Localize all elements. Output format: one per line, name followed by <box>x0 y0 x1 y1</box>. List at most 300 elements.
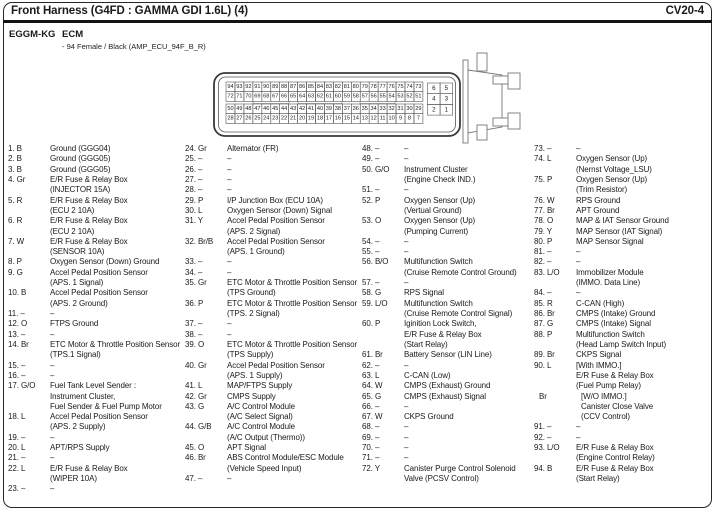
pin-number: 60 <box>334 93 341 100</box>
pin-number: 44 <box>281 105 288 112</box>
pin-number: 18 <box>316 115 324 122</box>
pin-entry <box>534 443 712 464</box>
pin-description: Accel Pedal Position Sensor (APS. 2 Ground) <box>50 288 148 308</box>
pin-number: 9 <box>398 115 403 122</box>
pin-description: CMPS (Exhaust) Ground <box>404 381 491 391</box>
pin-number: 48 <box>245 105 252 112</box>
pin-list-column-3 <box>362 144 532 484</box>
pin-and-wire-color: 73. – <box>534 144 552 153</box>
page-title: Front Harness (G4FD : GAMMA GDI 1.6L) (4) <box>11 5 248 17</box>
pin-entry <box>534 237 712 247</box>
pin-entry <box>8 361 183 371</box>
pin-and-wire-color: 91. – <box>534 422 552 432</box>
pin-entry <box>362 237 532 247</box>
pin-description: – <box>227 474 232 483</box>
pin-number: 53 <box>397 93 404 100</box>
pin-number: 39 <box>325 105 333 112</box>
pin-entry <box>534 319 712 329</box>
pin-and-wire-color: 5. R <box>8 195 23 205</box>
pin-and-wire-color: 15. – <box>8 360 26 370</box>
pin-description: ETC Motor & Throttle Position Sensor (TPS Ground) <box>227 278 358 298</box>
pin-and-wire-color: 71. – <box>362 453 380 463</box>
pin-number: 36 <box>352 105 359 112</box>
pin-number: 1 <box>444 106 449 114</box>
pin-description: – <box>404 360 409 370</box>
pin-number: 79 <box>361 83 368 90</box>
pin-number: 14 <box>352 115 359 122</box>
pin-number: 75 <box>397 83 404 90</box>
pin-and-wire-color: 31. Y <box>185 216 204 226</box>
pin-description: ETC Motor & Throttle Position Sensor (TPS Supply) <box>227 339 358 360</box>
pin-description: Battery Sensor (LIN Line) <box>404 350 492 360</box>
pin-entry <box>534 144 712 154</box>
pin-number: 2 <box>432 106 436 114</box>
pin-entry <box>8 257 183 267</box>
pin-number: 37 <box>343 105 350 112</box>
pin-entry <box>534 257 712 267</box>
pin-description: – <box>227 185 232 195</box>
pin-description: – <box>50 329 55 339</box>
pin-entry <box>362 350 532 360</box>
connector-side-view <box>463 53 520 143</box>
pin-number: 59 <box>343 93 350 100</box>
pin-and-wire-color: 80. P <box>534 236 553 246</box>
pin-and-wire-color: 48. – <box>362 144 380 153</box>
pin-description: Accel Pedal Position Sensor (APS. 1 Ground) <box>227 236 325 257</box>
pin-and-wire-color: 72. Y <box>362 463 381 473</box>
pin-description: – <box>404 278 409 288</box>
pin-entry <box>8 309 183 319</box>
pin-number: 49 <box>236 105 243 112</box>
pin-and-wire-color: 36. P <box>185 298 204 308</box>
pin-and-wire-color: 59. L/O <box>362 298 388 308</box>
pin-entry <box>185 278 360 299</box>
pin-description: Accel Pedal Position Sensor (APS. 1 Supply) <box>227 360 325 380</box>
pin-description: CMPS Supply <box>227 391 276 401</box>
pin-description: – <box>50 432 55 442</box>
pin-number: 93 <box>236 83 243 90</box>
pin-number: 30 <box>406 105 413 112</box>
pin-entry <box>362 412 532 422</box>
pin-description: Oxygen Sensor (Up) (Pumping Current) <box>404 216 476 236</box>
pin-entry <box>362 165 532 186</box>
connector-diagram <box>205 50 525 150</box>
pin-entry <box>362 299 532 320</box>
pin-entry <box>362 392 532 402</box>
pin-and-wire-color: 88. P <box>534 329 553 339</box>
pin-description: – <box>576 257 581 267</box>
pin-description: E/R Fuse & Relay Box (SENSOR 10A) <box>50 236 128 257</box>
pin-and-wire-color: 3. B <box>8 164 22 174</box>
pin-description: Immobilizer Module (IMMO. Data Line) <box>576 267 644 288</box>
pin-number: 65 <box>290 93 297 100</box>
pin-number: 45 <box>272 105 279 112</box>
pin-and-wire-color: 21. – <box>8 453 26 463</box>
pin-entry <box>8 268 183 289</box>
pin-number: 67 <box>272 93 279 100</box>
pin-and-wire-color: 28. – <box>185 185 203 195</box>
pin-and-wire-color: 2. B <box>8 154 22 164</box>
pin-and-wire-color: 22. L <box>8 463 26 473</box>
pin-and-wire-color: 7. W <box>8 236 25 246</box>
pin-description: Fuel Tank Level Sender : Instrument Cluster, Fuel Sender & Fuel Pump Motor <box>50 381 162 411</box>
pin-entry <box>8 464 183 485</box>
pin-entry <box>362 154 532 164</box>
pin-entry <box>185 257 360 267</box>
pin-and-wire-color: 41. L <box>185 381 203 391</box>
pin-description: – <box>227 174 232 184</box>
pin-and-wire-color: 17. G/O <box>8 381 36 391</box>
pin-number: 5 <box>444 84 449 92</box>
pin-and-wire-color: 26. – <box>185 164 203 174</box>
pin-number: 38 <box>334 105 341 112</box>
pin-and-wire-color: 89. Br <box>534 350 555 360</box>
pin-entry <box>185 237 360 258</box>
pin-description: I/P Junction Box (ECU 10A) <box>227 195 323 205</box>
pin-entry <box>185 392 360 402</box>
pin-and-wire-color: 50. G/O <box>362 164 390 174</box>
pin-description: – <box>404 453 409 463</box>
pin-number: 56 <box>370 93 377 100</box>
pin-entry <box>362 319 532 350</box>
pin-entry <box>362 433 532 443</box>
pin-description: Multifunction Switch (Cruise Remote Control Ground) <box>404 257 517 277</box>
pin-entry <box>8 196 183 217</box>
pin-description: – <box>227 329 232 339</box>
pin-number: 11 <box>379 115 386 122</box>
pin-description: Alternator (FR) <box>227 144 279 153</box>
pin-list-column-4 <box>534 144 712 484</box>
pin-number: 19 <box>307 115 315 122</box>
pin-description: – <box>404 401 409 411</box>
pin-description: E/R Fuse & Relay Box (WIPER 10A) <box>50 463 128 483</box>
pin-number: 92 <box>245 83 252 90</box>
pin-and-wire-color: 16. – <box>8 370 26 380</box>
pin-entry <box>362 185 532 195</box>
pin-description: ETC Motor & Throttle Position Sensor (TPS.1 Signal) <box>50 339 181 360</box>
pin-number: 66 <box>281 93 288 100</box>
pin-and-wire-color: 63. L <box>362 370 380 380</box>
pin-number: 90 <box>263 83 270 90</box>
pin-and-wire-color: 35. Gr <box>185 278 207 288</box>
pin-and-wire-color: 86. Br <box>534 309 555 318</box>
pin-description: – <box>404 185 409 195</box>
pin-entry <box>8 453 183 463</box>
pin-description: Accel Pedal Position Sensor (APS. 1 Signal) <box>50 267 148 288</box>
pin-description: – <box>227 154 232 164</box>
pin-description: E/R Fuse & Relay Box (Engine Control Relay) <box>576 443 655 463</box>
pin-and-wire-color: 32. Br/B <box>185 236 214 246</box>
pin-and-wire-color: 94. B <box>534 463 553 473</box>
pin-number: 13 <box>361 115 368 122</box>
pin-and-wire-color: 37. – <box>185 319 203 329</box>
pin-number: 17 <box>325 115 333 122</box>
pin-number: 81 <box>343 83 350 90</box>
pin-and-wire-color: 92. – <box>534 432 552 442</box>
pin-description: CKPS Signal <box>576 350 622 360</box>
pin-and-wire-color: 81. – <box>534 247 552 257</box>
pin-description: MAP Sensor Signal <box>576 236 644 246</box>
pin-entry <box>185 216 360 237</box>
pin-and-wire-color: 68. – <box>362 422 380 432</box>
pin-description: E/R Fuse & Relay Box (ECU 2 10A) <box>50 195 128 215</box>
pin-description: Canister Purge Control Solenoid Valve (PCSV Control) <box>404 463 516 483</box>
pin-number: 42 <box>298 105 306 112</box>
pin-entry <box>185 196 360 206</box>
pin-description: – <box>50 453 55 463</box>
pin-description: E/R Fuse & Relay Box (ECU 2 10A) <box>50 216 128 236</box>
pin-description: APT/RPS Supply <box>50 443 110 453</box>
pin-and-wire-color: 55. – <box>362 247 380 257</box>
pin-number: 16 <box>334 115 341 122</box>
pin-entry <box>534 206 712 216</box>
pin-entry <box>185 443 360 453</box>
pin-entry <box>185 206 360 216</box>
pin-description: – <box>227 257 232 267</box>
pin-and-wire-color: Br <box>539 391 547 401</box>
pin-entry <box>534 464 712 485</box>
pin-entry <box>185 268 360 278</box>
pin-description: – <box>404 236 409 246</box>
connector-id: EGGM-KG <box>9 29 56 40</box>
pin-description: CMPS (Exhaust) Signal <box>404 391 486 401</box>
pin-and-wire-color: 53. O <box>362 216 382 226</box>
pin-number: 41 <box>307 105 315 112</box>
pin-description: – <box>404 154 409 164</box>
pin-number: 76 <box>388 83 395 90</box>
pin-entry <box>8 319 183 329</box>
pin-and-wire-color: 83. L/O <box>534 267 560 277</box>
pin-and-wire-color: 77. Br <box>534 205 555 215</box>
pin-entry <box>362 196 532 217</box>
pin-and-wire-color: 47. – <box>185 474 203 483</box>
pin-and-wire-color: 69. – <box>362 432 380 442</box>
pin-and-wire-color: 18. L <box>8 412 26 422</box>
pin-entry <box>8 237 183 258</box>
pin-entry <box>8 144 183 154</box>
pin-number: 50 <box>227 105 234 112</box>
pin-number: 6 <box>432 84 436 92</box>
pin-description: Multifunction Switch (Cruise Remote Control Signal) <box>404 298 513 318</box>
pin-number: 12 <box>370 115 377 122</box>
pin-number: 22 <box>281 115 288 122</box>
pin-entry <box>185 474 360 484</box>
pin-description: E/R Fuse & Relay Box (INJECTOR 15A) <box>50 174 128 195</box>
pin-description: – <box>227 267 232 277</box>
pin-entry <box>362 464 532 485</box>
pin-number: 46 <box>263 105 270 112</box>
pin-number: 52 <box>406 93 413 100</box>
pin-description: – <box>404 422 409 432</box>
pin-entry <box>362 371 532 381</box>
pin-number: 51 <box>415 93 422 100</box>
pin-description: Oxygen Sensor (Down) Signal <box>227 205 332 215</box>
pin-entry <box>8 330 183 340</box>
pin-entry <box>534 299 712 309</box>
pin-description: Ground (GGG05) <box>50 154 111 164</box>
pin-and-wire-color: 64. W <box>362 381 383 391</box>
pin-entry <box>8 371 183 381</box>
pin-and-wire-color: 60. P <box>362 319 381 329</box>
pin-list-column-2 <box>185 144 360 484</box>
pin-entry <box>534 247 712 257</box>
pin-and-wire-color: 82. – <box>534 257 552 267</box>
pin-description: RPS Ground <box>576 195 621 205</box>
pin-description: FTPS Ground <box>50 319 99 329</box>
pin-description: – <box>404 247 409 257</box>
pin-entry <box>534 154 712 175</box>
pin-description: – <box>576 144 581 153</box>
pin-number: 64 <box>298 93 306 100</box>
pin-and-wire-color: 19. – <box>8 432 26 442</box>
pin-number: 86 <box>298 83 306 90</box>
pin-and-wire-color: 66. – <box>362 401 380 411</box>
pin-entry <box>185 453 360 474</box>
pin-entry <box>8 288 183 309</box>
pin-entry <box>8 433 183 443</box>
pin-description: Accel Pedal Position Sensor (APS. 2 Signal) <box>227 216 325 236</box>
pin-description: Iginition Lock Switch, E/R Fuse & Relay Box (Start Relay) <box>404 319 482 349</box>
pin-entry <box>534 227 712 237</box>
pin-entry <box>8 412 183 433</box>
pin-entry <box>8 165 183 175</box>
pin-entry <box>534 288 712 298</box>
pin-number: 15 <box>343 115 350 122</box>
pin-entry <box>185 340 360 361</box>
pin-number: 7 <box>416 115 420 122</box>
pin-and-wire-color: 61. Br <box>362 350 383 360</box>
pin-and-wire-color: 58. G <box>362 288 382 298</box>
pin-number: 23 <box>272 115 279 122</box>
pin-and-wire-color: 40. Gr <box>185 360 207 370</box>
pin-number: 3 <box>444 95 449 103</box>
pin-description: – <box>576 432 581 442</box>
pin-number: 69 <box>254 93 261 100</box>
pin-entry <box>534 268 712 289</box>
pin-entry <box>185 144 360 154</box>
connector-name: ECM <box>62 29 84 40</box>
pin-entry <box>362 144 532 154</box>
pin-list-column-1 <box>8 144 183 495</box>
pin-and-wire-color: 9. G <box>8 267 23 277</box>
pin-and-wire-color: 62. – <box>362 360 380 370</box>
pin-and-wire-color: 85. R <box>534 298 553 308</box>
pin-and-wire-color: 20. L <box>8 443 26 453</box>
pin-description: – <box>576 422 581 432</box>
pin-and-wire-color: 34. – <box>185 267 203 277</box>
pin-entry <box>534 392 712 423</box>
pin-number: 94 <box>227 83 234 90</box>
pin-entry <box>8 216 183 237</box>
pin-number: 27 <box>236 115 243 122</box>
connector-subtitle: - 94 Female / Black (AMP_ECU_94F_B_R) <box>62 42 206 51</box>
pin-entry <box>362 288 532 298</box>
pin-number: 84 <box>316 83 324 90</box>
page-code: CV20-4 <box>665 5 704 17</box>
pin-description: CMPS (Intake) Signal <box>576 319 651 329</box>
pin-and-wire-color: 4. Gr <box>8 174 26 184</box>
pin-description: – <box>576 247 581 257</box>
pin-and-wire-color: 23. – <box>8 484 26 494</box>
pin-description: A/C Control Module (A/C Select Signal) <box>227 401 296 422</box>
pin-description: – <box>404 144 409 153</box>
pin-and-wire-color: 1. B <box>8 144 22 153</box>
pin-entry <box>8 175 183 196</box>
pin-number: 25 <box>254 115 261 122</box>
pin-entry <box>185 422 360 443</box>
pin-number: 89 <box>272 83 279 90</box>
pin-and-wire-color: 39. O <box>185 339 205 349</box>
pin-and-wire-color: 67. W <box>362 412 383 422</box>
pin-number: 57 <box>361 93 368 100</box>
pin-description: – <box>576 288 581 298</box>
pin-number: 21 <box>290 115 297 122</box>
pin-number: 77 <box>379 83 386 90</box>
pin-number: 8 <box>407 115 412 122</box>
pin-and-wire-color: 11. – <box>8 309 25 318</box>
pin-description: APT Signal <box>227 443 266 453</box>
pin-entry <box>362 247 532 257</box>
pin-description: Multifunction Switch (Head Lamp Switch Input) <box>576 329 667 349</box>
pin-number: 78 <box>370 83 377 90</box>
pin-and-wire-color: 24. Gr <box>185 144 207 153</box>
pin-entry <box>534 433 712 443</box>
pin-and-wire-color: 43. G <box>185 401 205 411</box>
pin-and-wire-color: 65. G <box>362 391 382 401</box>
pin-number: 54 <box>388 93 395 100</box>
pin-and-wire-color: 56. B/O <box>362 257 389 267</box>
pin-and-wire-color: 79. Y <box>534 226 553 236</box>
pin-number: 58 <box>352 93 359 100</box>
pin-number: 62 <box>316 93 324 100</box>
pin-description: APT Ground <box>576 205 620 215</box>
pin-and-wire-color: 27. – <box>185 174 203 184</box>
pin-entry <box>362 216 532 237</box>
pin-number: 20 <box>298 115 306 122</box>
pin-and-wire-color: 14. Br <box>8 339 29 349</box>
pin-number: 32 <box>388 105 395 112</box>
pin-number: 63 <box>307 93 315 100</box>
pin-entry <box>534 422 712 432</box>
pin-number: 74 <box>406 83 413 90</box>
pin-entry <box>362 443 532 453</box>
pin-entry <box>185 175 360 185</box>
pin-number: 71 <box>236 93 243 100</box>
pin-entry <box>362 453 532 463</box>
pin-entry <box>362 361 532 371</box>
pin-number: 33 <box>379 105 386 112</box>
pin-description: A/C Control Module (A/C Output (Thermo)) <box>227 422 305 442</box>
pin-description: RPS Signal <box>404 288 444 298</box>
pin-number: 28 <box>227 115 234 122</box>
pin-number: 70 <box>245 93 252 100</box>
pin-number: 68 <box>263 93 270 100</box>
pin-description: – <box>50 484 55 494</box>
pin-number: 82 <box>334 83 341 90</box>
pin-number: 91 <box>254 83 261 90</box>
pin-description: – <box>50 360 55 370</box>
pin-description: CKPS Ground <box>404 412 454 422</box>
pin-number: 72 <box>227 93 234 100</box>
pin-and-wire-color: 25. – <box>185 154 203 164</box>
pin-number: 61 <box>325 93 333 100</box>
pin-and-wire-color: 29. P <box>185 195 204 205</box>
pin-entry <box>8 381 183 412</box>
pin-number: 24 <box>263 115 270 122</box>
pin-and-wire-color: 44. G/B <box>185 422 212 432</box>
pin-entry <box>185 165 360 175</box>
pin-entry <box>362 278 532 288</box>
